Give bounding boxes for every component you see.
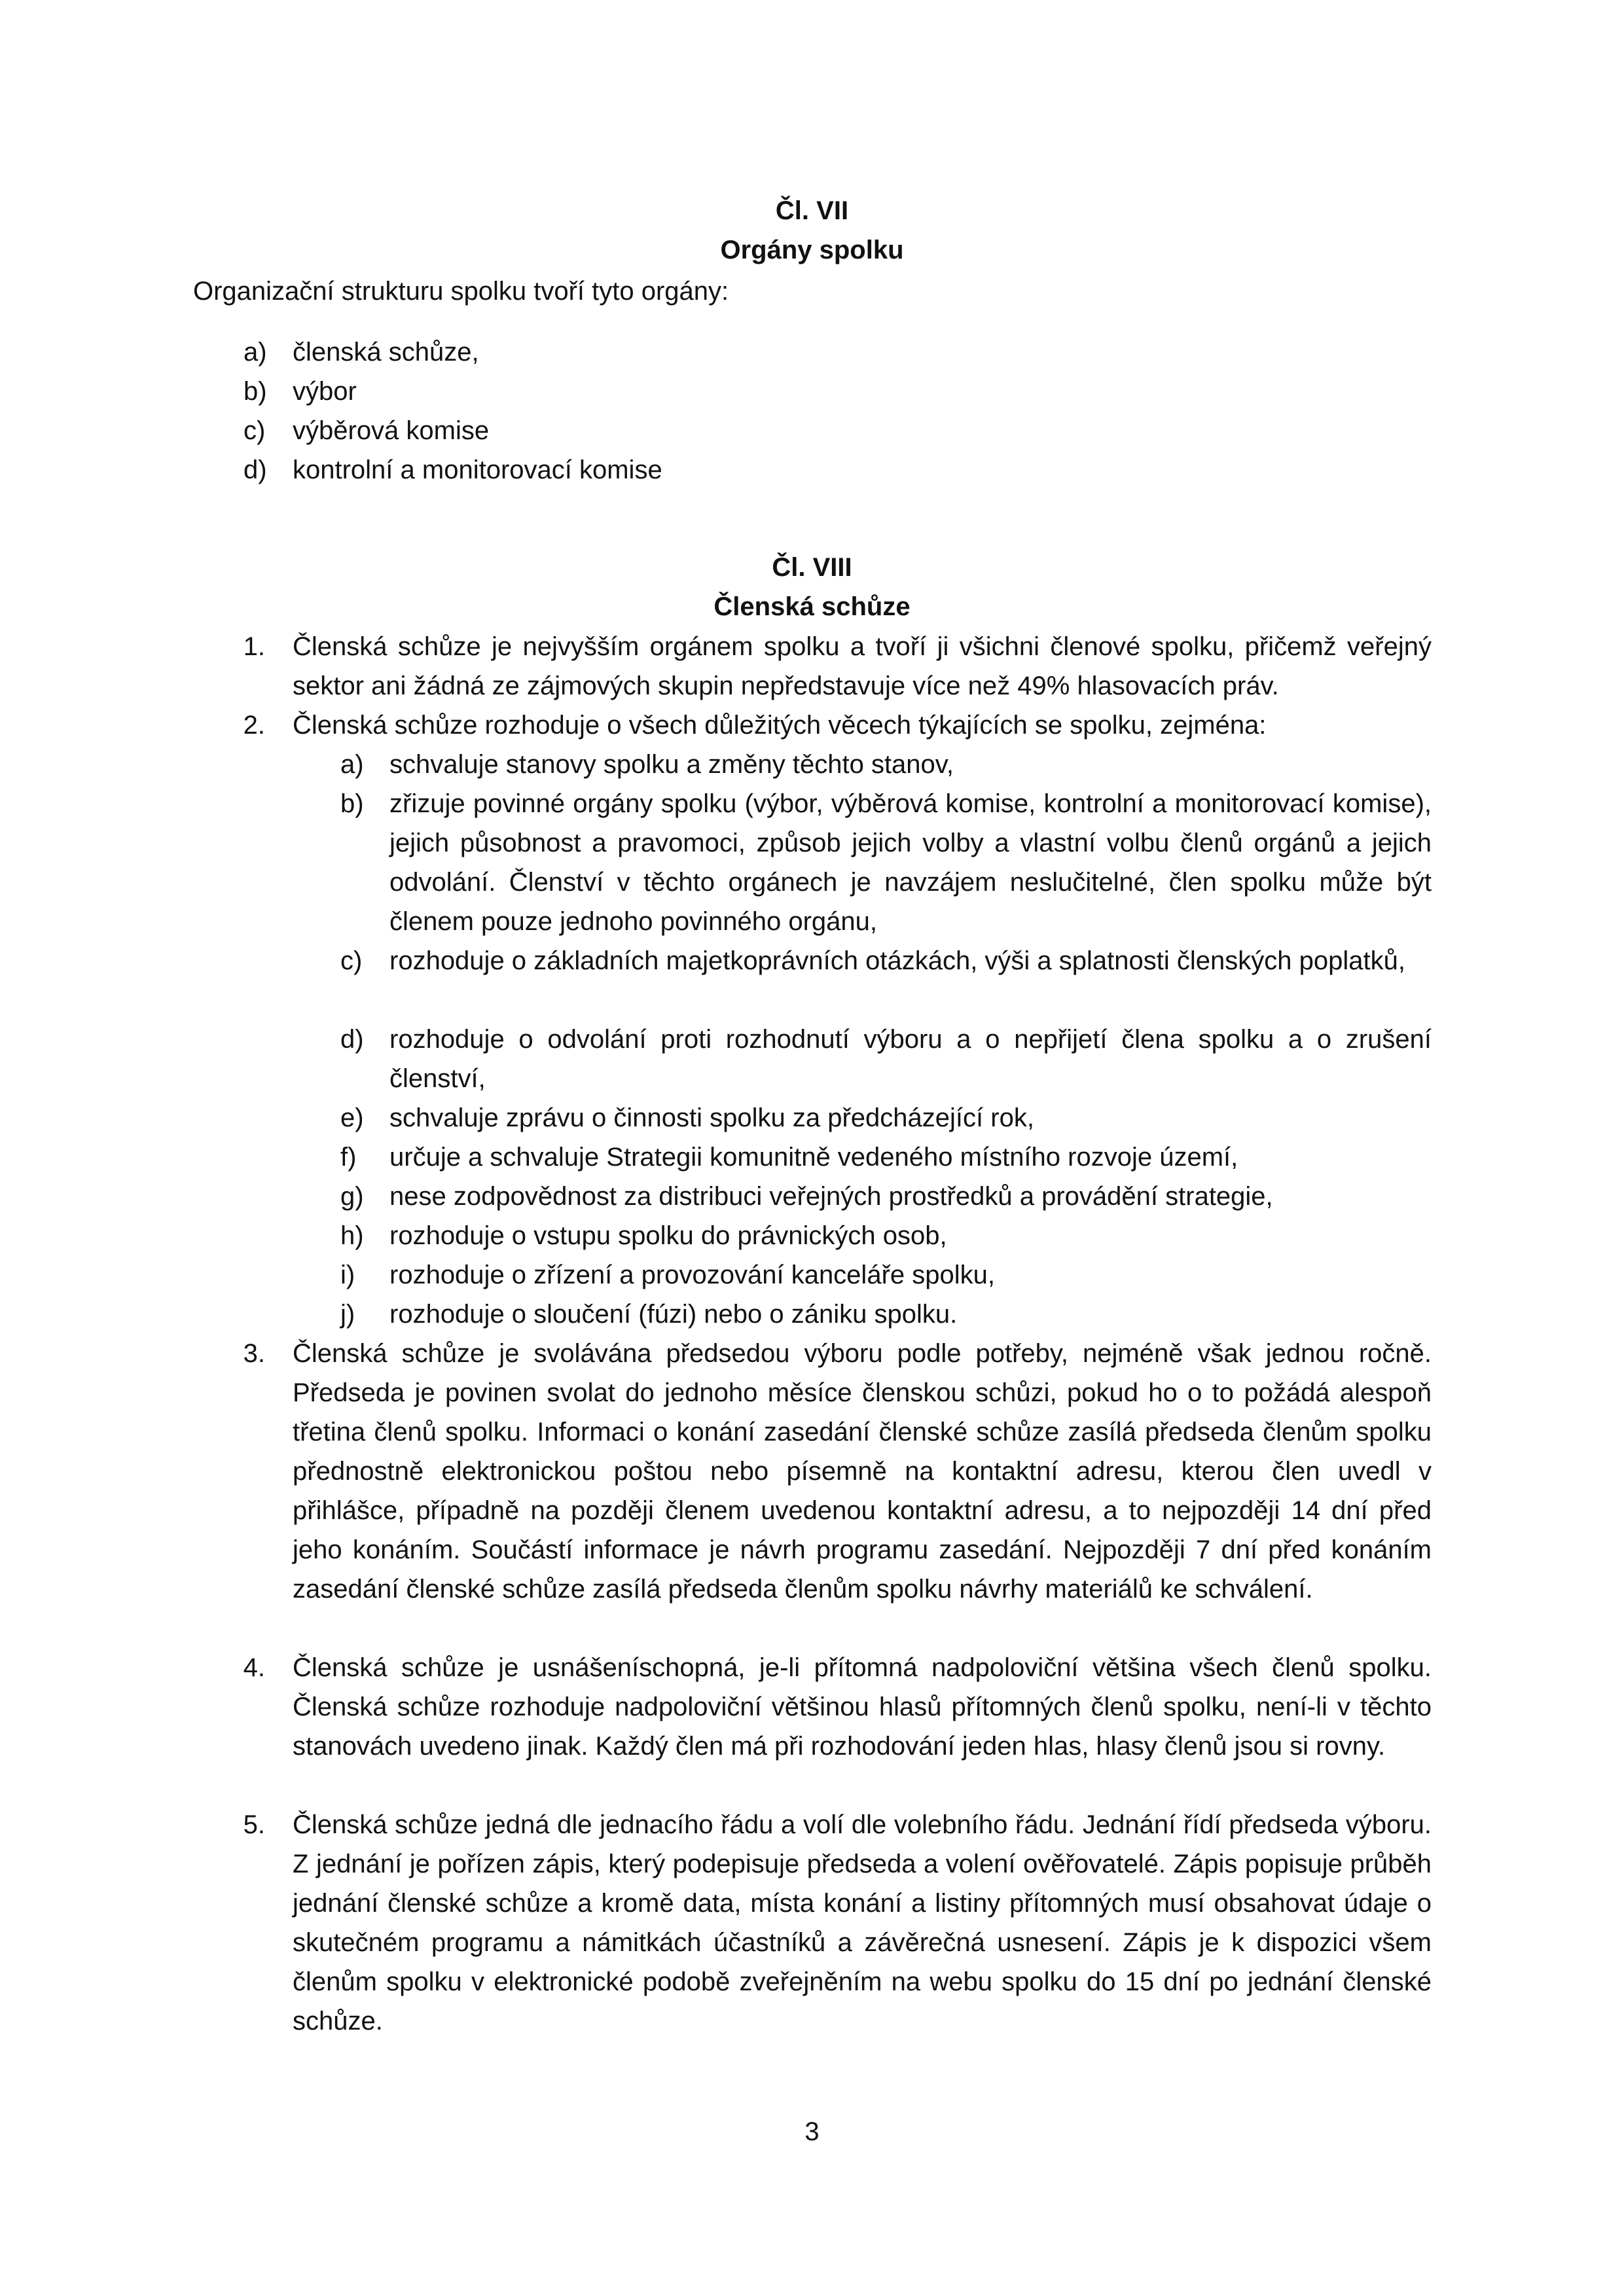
article-8-number: Čl. VIII — [772, 553, 852, 582]
paragraph-4: Členská schůze je usnášeníschopná, je-li přítomná nadpoloviční většina všech členů spolku. Členská schůze rozhoduje nadpoloviční většinou hlasů přítomných členů spolku, není-li v těchto stanovách uvedeno jinak. Každý člen má při rozhodování jeden hlas, hlasy členů jsou si rovny. — [293, 1653, 1432, 1761]
paragraph-1: Členská schůze je nejvyšším orgánem spolku a tvoří ji všichni členové spolku, přičemž veřejný sektor ani žádná ze zájmových skupin nepředstavuje více než 49% hlasovacích práv. — [293, 632, 1432, 700]
paragraph-5: Členská schůze jedná dle jednacího řádu a volí dle volebního řádu. Jednání řídí předseda výboru. Z jednání je pořízen zápis, který podepisuje předseda a volení ověřovatelé. Zápis popisuje průběh jednání členské schůze a kromě data, místa konání a listiny přítomných musí obsahovat údaje o skutečném programu a námitkách účastníků a závěrečná usnesení. Zápis je k dispozici všem členům spolku v elektronické podobě zveřejněním na webu spolku do 15 dní po jednání členské schůze. — [293, 1810, 1432, 2036]
paragraph-2-item-a: schvaluje stanovy spolku a změny těchto stanov, — [389, 750, 954, 779]
paragraph-2-item-h: rozhoduje o vstupu spolku do právnických osob, — [389, 1221, 947, 1250]
paragraph-2-item-c: rozhoduje o základních majetkoprávních otázkách, výši a splatnosti členských poplatků, — [389, 946, 1405, 975]
paragraph-2-item-j-label: j) — [340, 1300, 355, 1329]
paragraph-2-item-a-label: a) — [340, 750, 364, 779]
article-7-item-b: výbor — [293, 377, 357, 406]
page-number: 3 — [804, 2117, 820, 2146]
paragraph-2-item-i: rozhoduje o zřízení a provozování kanceláře spolku, — [389, 1261, 995, 1289]
paragraph-2: Členská schůze rozhoduje o všech důležitých věcech týkajících se spolku, zejména: — [293, 711, 1267, 740]
article-7-item-a: členská schůze, — [293, 338, 479, 367]
paragraph-2-item-f: určuje a schvaluje Strategii komunitně vedeného místního rozvoje území, — [389, 1143, 1238, 1172]
paragraph-2-item-b: zřizuje povinné orgány spolku (výbor, výběrová komise, kontrolní a monitorovací komise), jejich působnost a pravomoci, způsob jejich volby a vlastní volbu členů orgánů a jejich odvolání. Členství v těchto orgánech je navzájem neslučitelné, člen spolku může být členem pouze jednoho povinného orgánu, — [389, 789, 1432, 936]
paragraph-5-number: 5. — [243, 1810, 265, 1839]
paragraph-2-item-g-label: g) — [340, 1182, 364, 1211]
article-7-number: Čl. VII — [775, 196, 849, 225]
paragraph-2-item-j: rozhoduje o sloučení (fúzi) nebo o zániku spolku. — [389, 1300, 958, 1329]
article-7-item-c-label: c) — [244, 416, 266, 445]
paragraph-3: Členská schůze je svolávána předsedou výboru podle potřeby, nejméně však jednou ročně. Předseda je povinen svolat do jednoho měsíce členskou schůzi, pokud ho o to požádá alespoň třetina členů spolku. Informaci o konání zasedání členské schůze zasílá předseda členům spolku přednostně elektronickou poštou nebo písemně na kontaktní adresu, kterou člen uvedl v přihlášce, případně na později členem uvedenou kontaktní adresu, a to nejpozději 14 dní před jeho konáním. Součástí informace je návrh programu zasedání. Nejpozději 7 dní před konáním zasedání členské schůze zasílá předseda členům spolku návrhy materiálů ke schválení. — [293, 1339, 1432, 1604]
paragraph-2-item-b-label: b) — [340, 789, 364, 818]
paragraph-1-number: 1. — [243, 632, 265, 661]
article-7-item-c: výběrová komise — [293, 416, 490, 445]
article-7-intro: Organizační strukturu spolku tvoří tyto orgány: — [193, 277, 729, 306]
article-7-title: Orgány spolku — [720, 236, 904, 264]
paragraph-2-item-d: rozhoduje o odvolání proti rozhodnutí výboru a o nepřijetí člena spolku a o zrušení členství, — [389, 1025, 1432, 1093]
paragraph-2-item-i-label: i) — [340, 1261, 355, 1289]
article-7-item-a-label: a) — [244, 338, 267, 367]
paragraph-2-number: 2. — [243, 711, 265, 740]
paragraph-2-item-e: schvaluje zprávu o činnosti spolku za předcházející rok, — [389, 1103, 1034, 1132]
paragraph-2-item-f-label: f) — [340, 1143, 357, 1172]
paragraph-4-number: 4. — [243, 1653, 265, 1682]
paragraph-2-item-g: nese zodpovědnost za distribuci veřejných prostředků a provádění strategie, — [389, 1182, 1273, 1211]
paragraph-2-item-e-label: e) — [340, 1103, 364, 1132]
paragraph-3-number: 3. — [243, 1339, 265, 1368]
article-7-item-b-label: b) — [244, 377, 267, 406]
paragraph-2-item-d-label: d) — [340, 1025, 364, 1054]
article-8-title: Členská schůze — [713, 592, 911, 621]
paragraph-2-item-c-label: c) — [340, 946, 363, 975]
article-7-item-d-label: d) — [244, 456, 267, 484]
paragraph-2-item-h-label: h) — [340, 1221, 364, 1250]
article-7-item-d: kontrolní a monitorovací komise — [293, 456, 662, 484]
